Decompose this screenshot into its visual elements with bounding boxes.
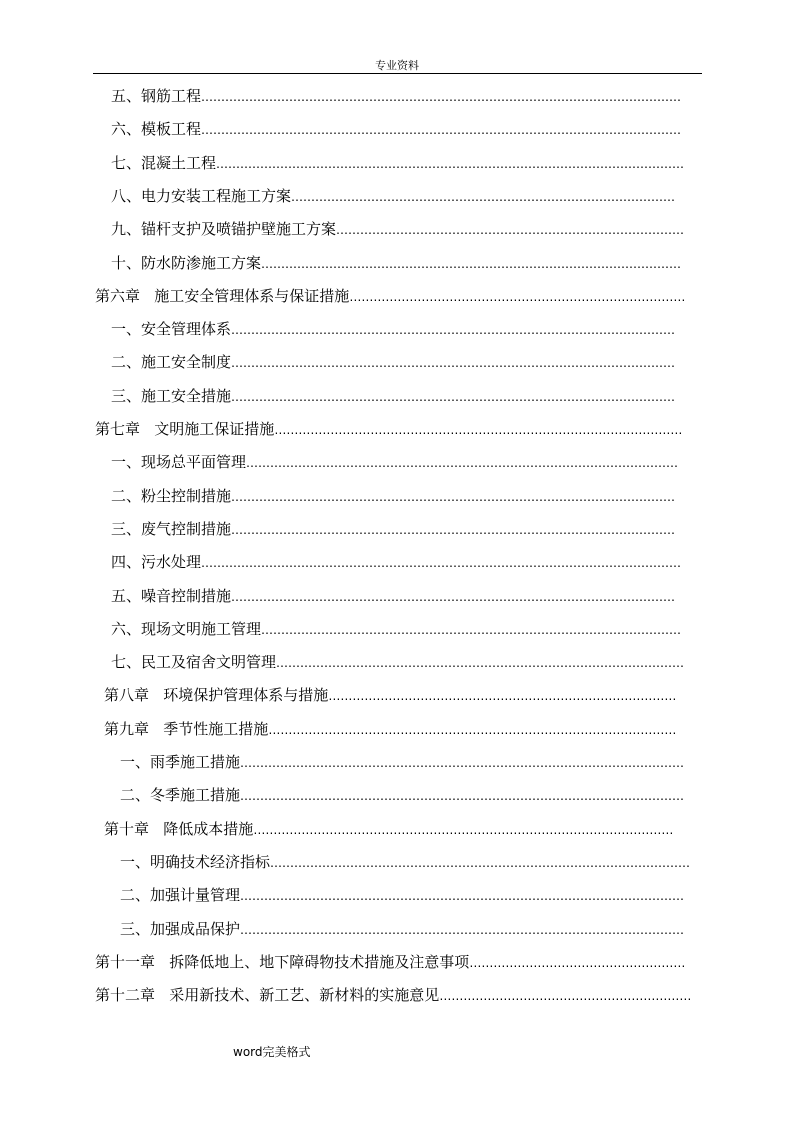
toc-leader: …………………………………………………………………………………………………: [240, 922, 685, 937]
toc-entry-text: 一、明确技术经济指标: [120, 852, 271, 871]
toc-entry-text: 九、锚杆支护及喷锚护壁施工方案: [111, 220, 337, 239]
toc-entry-text: 八、电力安装工程施工方案: [111, 186, 292, 205]
toc-entry-text: 三、废气控制措施: [111, 519, 232, 538]
toc-entry-text: 一、雨季施工措施: [120, 753, 241, 771]
toc-entry[interactable]: [111, 213, 686, 246]
toc-entry[interactable]: [111, 313, 686, 346]
toc-leader: …………………………………………………………………………………………………: [240, 789, 685, 804]
toc-entry[interactable]: [111, 346, 686, 379]
toc-entry-text: 一、安全管理体系: [111, 320, 232, 339]
toc-entry[interactable]: [95, 946, 686, 979]
toc-entry[interactable]: [111, 80, 686, 113]
toc-entry[interactable]: [111, 646, 686, 679]
toc-entry-text: 二、冬季施工措施: [120, 786, 241, 805]
toc-entry-text: 三、加强成品保护: [120, 919, 241, 938]
toc-entry[interactable]: [111, 580, 686, 613]
toc-entry[interactable]: [95, 280, 686, 313]
toc-entry-text: 四、污水处理: [111, 553, 202, 572]
toc-leader: ………………………………………………………: [439, 989, 692, 1004]
toc-entry[interactable]: [95, 979, 702, 1012]
toc-entry-text: 六、现场文明施工管理: [111, 619, 262, 638]
toc-entry-text: 二、加强计量管理: [120, 886, 241, 905]
toc-entry[interactable]: [120, 913, 693, 946]
toc-entry-text: 二、粉尘控制措施: [111, 486, 232, 505]
toc-entry[interactable]: [111, 113, 686, 146]
toc-entry-text: 七、民工及宿舍文明管理: [111, 653, 277, 672]
toc-entry-text: 十、防水防渗施工方案: [111, 253, 262, 272]
toc-leader: …………………………………………………………………………………………: [276, 656, 685, 671]
page-header: 专业资料: [375, 59, 419, 72]
toc-entry[interactable]: [111, 446, 686, 479]
toc-entry-text: 第六章 施工安全管理体系与保证措施: [95, 286, 350, 305]
toc-leader: …………………………………………………………………………………………………………: [201, 123, 682, 138]
toc-entry-text: 第十章 降低成本措施: [104, 819, 254, 838]
toc-leader: ……………………………………………………………………………………: [291, 189, 676, 204]
toc-entry[interactable]: [104, 713, 678, 746]
toc-entry-text: 五、噪音控制措施: [111, 586, 232, 605]
toc-entry[interactable]: [120, 746, 693, 779]
toc-leader: ………………………………………………: [469, 955, 686, 970]
toc-leader: …………………………………………………………………………………………………: [231, 589, 676, 604]
toc-entry[interactable]: [120, 779, 693, 812]
toc-entry-text: 第八章 环境保护管理体系与措施: [104, 686, 329, 705]
toc-entry[interactable]: [111, 180, 686, 213]
toc-leader: ……………………………………………………………………………: [328, 689, 677, 704]
toc-leader: ……………………………………………………………………………………………: [261, 256, 682, 271]
header-rule: [93, 73, 702, 74]
toc-entry-text: 五、钢筋工程: [111, 87, 202, 105]
toc-leader: ………………………………………………………………………………………………: [246, 456, 679, 471]
toc-leader: …………………………………………………………………………………………………………: [201, 90, 682, 104]
toc-entry[interactable]: [111, 247, 686, 280]
toc-entry-text: 第十一章 拆降低地上、地下障碍物技术措施及注意事项: [95, 952, 470, 971]
toc-leader: ……………………………………………………………………………: [336, 223, 685, 238]
toc-entry[interactable]: [95, 413, 686, 446]
toc-leader: …………………………………………………………………………………………: [274, 423, 683, 437]
toc-entry-text: 第十二章 采用新技术、新工艺、新材料的实施意见: [95, 986, 440, 1005]
toc-entry-text: 二、施工安全制度: [111, 353, 232, 372]
toc-entry[interactable]: [111, 480, 686, 513]
toc-leader: …………………………………………………………………………………………………: [231, 356, 676, 371]
toc-entry-text: 三、施工安全措施: [111, 386, 232, 405]
toc-leader: …………………………………………………………………………………………………: [231, 389, 676, 404]
toc-leader: …………………………………………………………………………………………………: [240, 756, 685, 770]
toc-leader: ……………………………………………………………………………………………: [261, 622, 682, 637]
toc-entry[interactable]: [120, 879, 693, 912]
toc-entry[interactable]: [111, 380, 686, 413]
toc-entry[interactable]: [104, 813, 678, 846]
toc-entry-text: 第七章 文明施工保证措施: [95, 420, 275, 438]
toc-leader: …………………………………………………………………………………………………………: [201, 556, 682, 571]
toc-leader: …………………………………………………………………………………………………: [240, 889, 685, 904]
toc-entry-text: 七、混凝土工程: [111, 153, 217, 172]
toc-leader: …………………………………………………………………………………………………: [231, 489, 676, 504]
toc-entry[interactable]: [111, 147, 686, 180]
toc-leader: ……………………………………………………………………………………………: [270, 855, 691, 870]
toc-leader: …………………………………………………………………………: [349, 289, 686, 304]
page-footer: word完美格式: [233, 1045, 311, 1059]
toc-entry[interactable]: [111, 546, 686, 579]
toc-entry-text: 第九章 季节性施工措施: [104, 719, 269, 738]
toc-leader: …………………………………………………………………………………………: [268, 722, 677, 737]
toc-leader: ………………………………………………………………………………………………………: [216, 156, 685, 171]
toc-leader: …………………………………………………………………………………………………: [231, 323, 676, 338]
toc-entry[interactable]: [104, 679, 678, 712]
toc-entry-text: 六、模板工程: [111, 120, 202, 139]
toc-leader: ……………………………………………………………………………………………: [253, 822, 674, 837]
toc-entry[interactable]: [111, 613, 686, 646]
toc-entry[interactable]: [111, 513, 686, 546]
toc-entry-text: 一、现场总平面管理: [111, 453, 247, 472]
toc-entry[interactable]: [120, 846, 693, 879]
toc-leader: …………………………………………………………………………………………………: [231, 522, 676, 537]
